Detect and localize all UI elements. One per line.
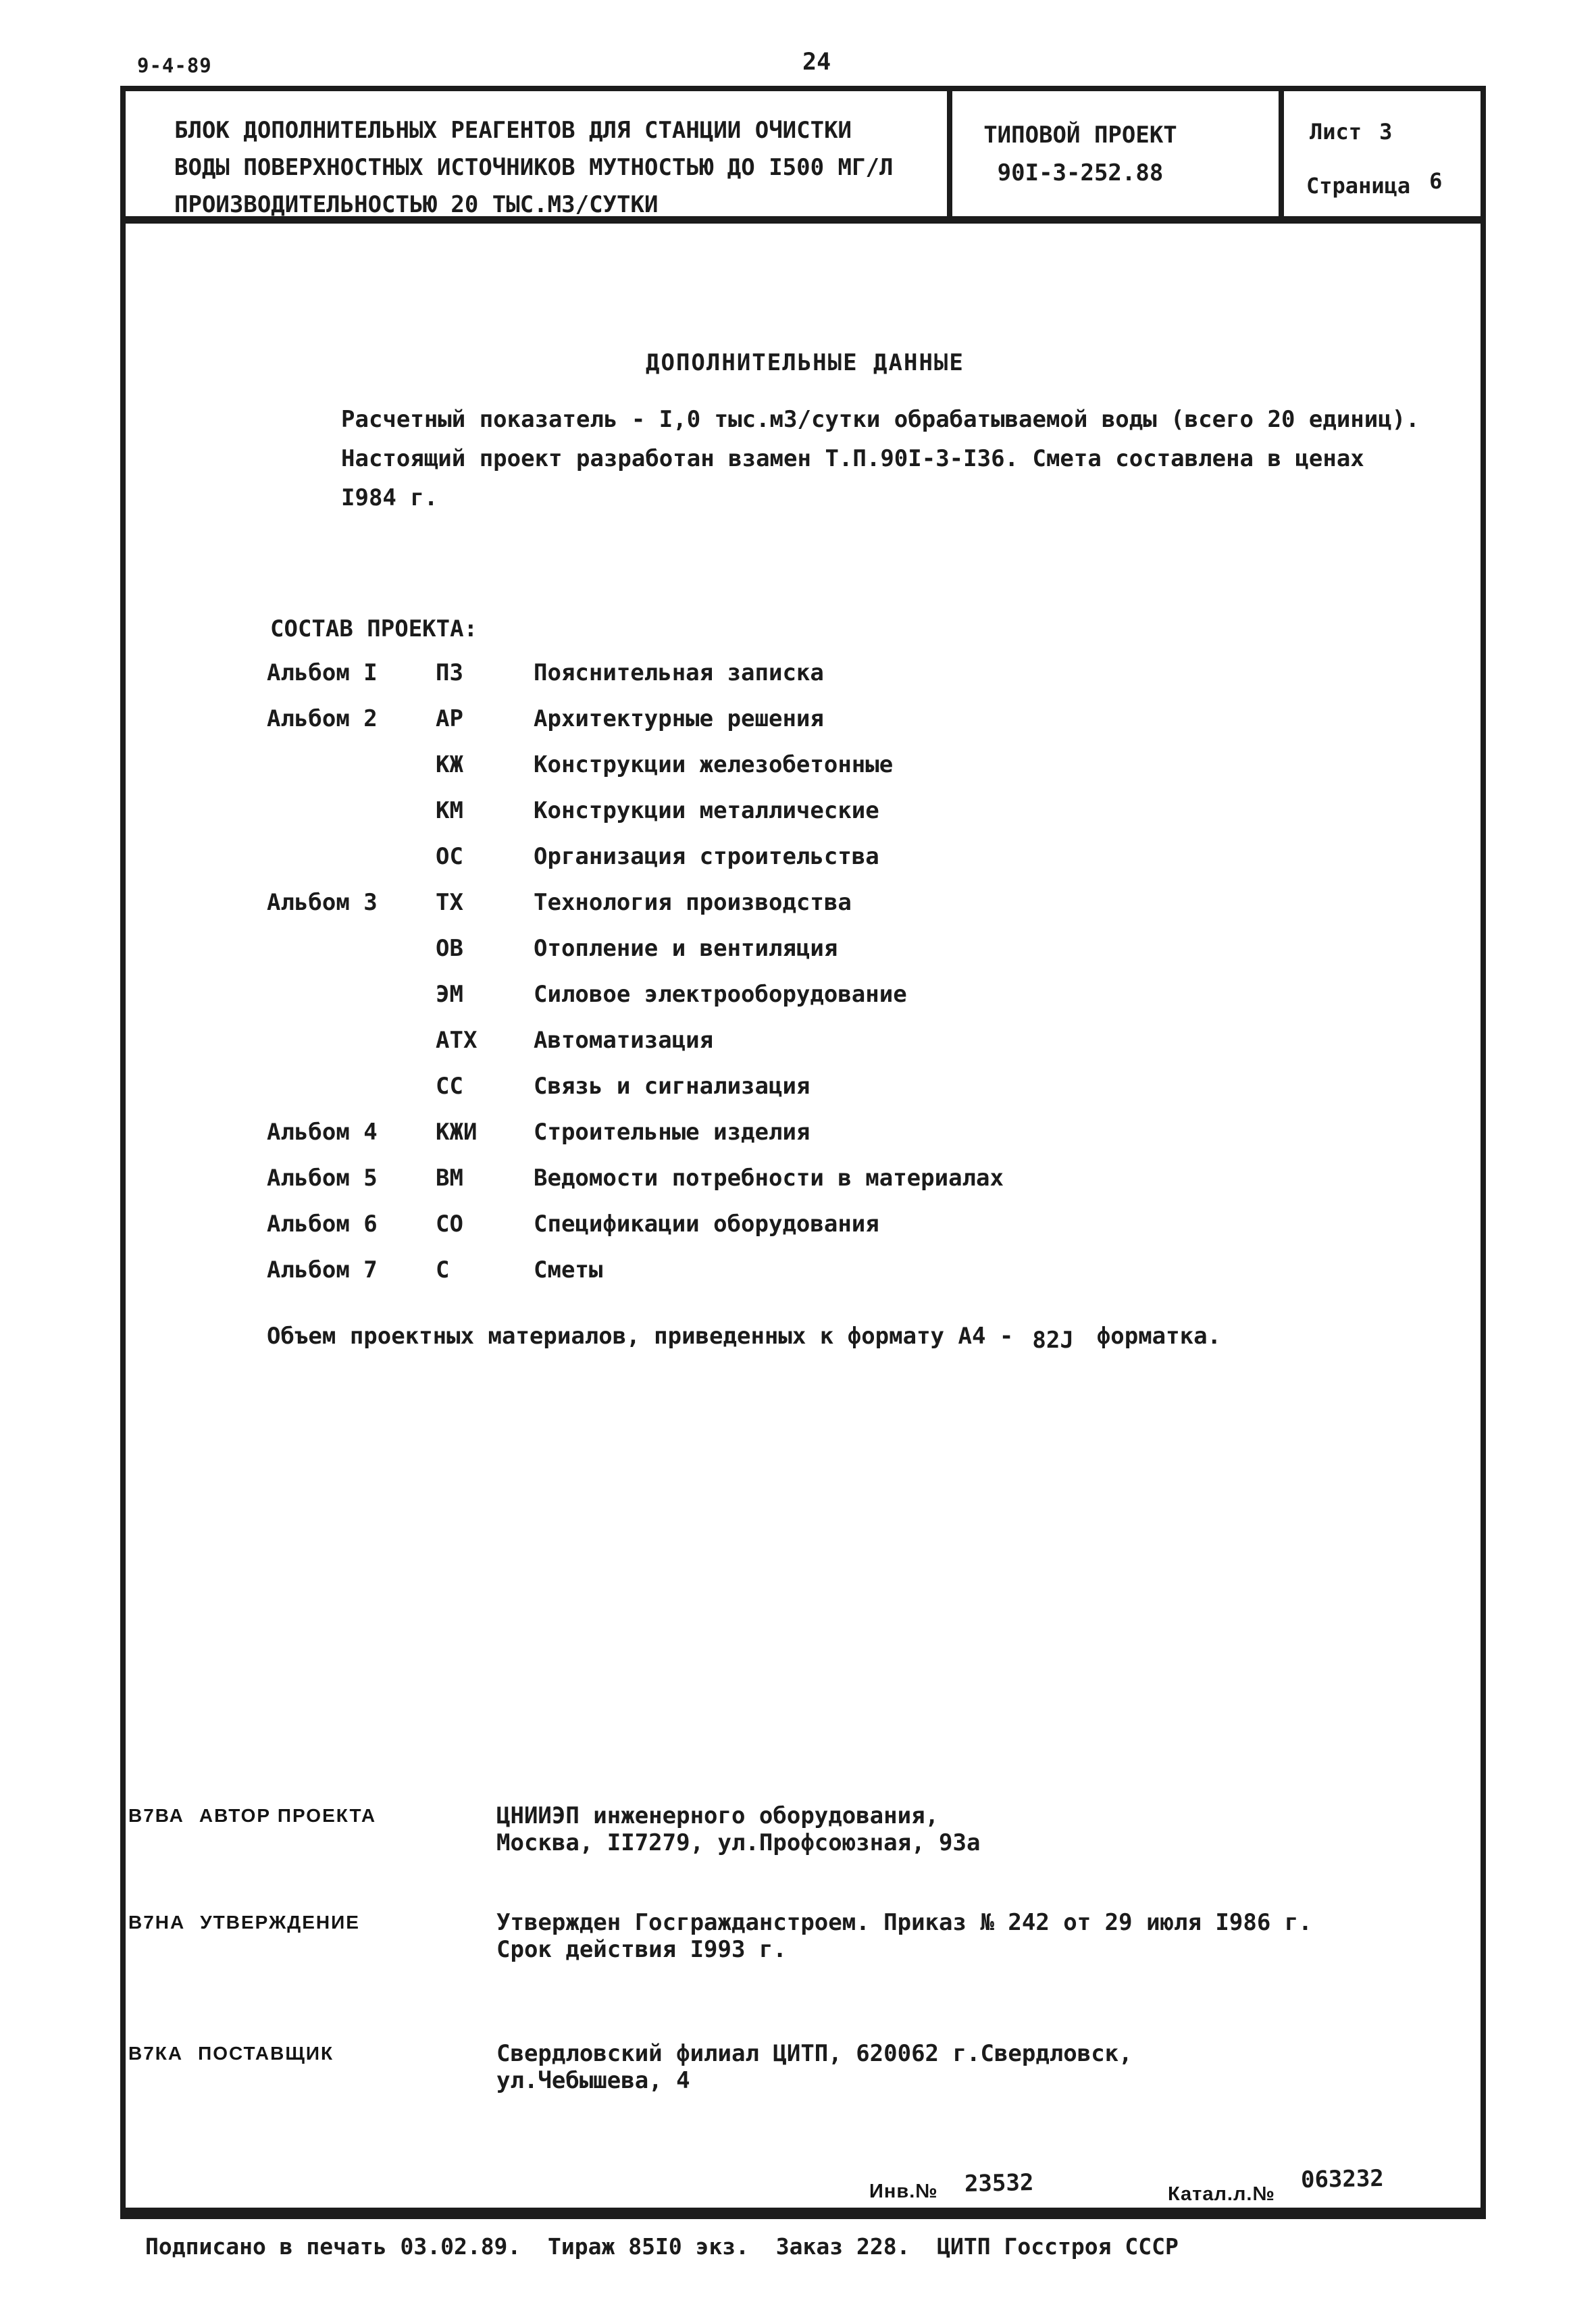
contents-title: Ведомости потребности в материалах [534,1165,1004,1192]
field-value-line: ул.Чебышева, 4 [496,2067,690,2094]
contents-title: Автоматизация [534,1027,714,1054]
field-value-line: Москва, II7279, ул.Профсоюзная, 93а [496,1829,981,1856]
contents-code: ОС [436,843,463,870]
contents-row [267,890,1212,936]
project-type-cell [916,116,1245,192]
contents-album: Альбом 4 [267,1119,378,1146]
contents-title: Связь и сигнализация [534,1073,810,1100]
contents-row [267,1120,1212,1166]
volume-note [267,1323,1222,1354]
contents-row [267,936,1212,982]
contents-row [267,1258,1212,1304]
field-label-supplier [128,2043,334,2064]
contents-code: ТХ [436,889,463,916]
contents-title: Силовое электрооборудование [534,981,907,1008]
catalog-number-value: 063232 [1300,2164,1385,2194]
additional-data-paragraph [341,400,1420,517]
contents-row [267,1074,1212,1120]
contents-code: ПЗ [436,659,463,686]
project-contents-heading: СОСТАВ ПРОЕКТА: [270,615,478,642]
contents-code: СС [436,1073,463,1100]
inventory-number-value: 23532 [964,2169,1034,2197]
contents-code: КЖИ [436,1119,478,1146]
inventory-number-label: Инв.№ [869,2181,938,2202]
paragraph-line: Расчетный показатель - I,0 тыс.м3/сутки обрабатываемой воды (всего 20 единиц). [341,406,1420,433]
field-value-line: Свердловский филиал ЦИТП, 620062 г.Свердловск, [496,2040,1133,2067]
page-label: Страница [1306,173,1411,199]
contents-title: Конструкции металлические [534,797,879,824]
field-code: В7ВА [128,1805,184,1826]
contents-code: ЭМ [436,981,463,1008]
page-value: 6 [1429,168,1443,194]
field-code: В7НА [128,1912,186,1933]
contents-album: Альбом 3 [267,889,378,916]
contents-code: ОВ [436,935,463,962]
sheet-label: Лист [1310,119,1362,145]
field-value-author [496,1802,980,1856]
project-number: 90I-3-252.88 [997,159,1164,186]
field-title: УТВЕРЖДЕНИЕ [200,1912,360,1933]
contents-album: Альбом 5 [267,1165,378,1192]
contents-title: Отопление и вентиляция [534,935,838,962]
volume-note-prefix: Объем проектных материалов, приведенных к формату А4 - [267,1323,1014,1350]
contents-row [267,1028,1212,1074]
volume-note-suffix: форматка. [1096,1323,1222,1350]
sheet-info [1310,119,1392,145]
contents-album: Альбом 2 [267,705,378,732]
contents-row [267,753,1212,798]
contents-row [267,1166,1212,1212]
field-title: АВТОР ПРОЕКТА [199,1805,377,1826]
field-value-supplier [496,2040,1133,2094]
contents-code: ВМ [436,1165,463,1192]
contents-title: Организация строительства [534,843,879,870]
contents-code: АР [436,705,463,732]
contents-title: Спецификации оборудования [534,1211,879,1238]
contents-title: Архитектурные решения [534,705,824,732]
contents-album: Альбом I [267,659,378,686]
project-contents-rows [267,661,1212,1304]
additional-data-heading: ДОПОЛНИТЕЛЬНЫЕ ДАННЫЕ [646,349,964,376]
field-label-author [128,1805,376,1827]
contents-row [267,1212,1212,1258]
volume-note-value: 82J [1032,1327,1074,1354]
contents-code: С [436,1256,450,1283]
page-number: 24 [802,49,831,76]
doc-code: 9-4-89 [137,54,212,77]
field-label-approval [128,1912,360,1933]
field-value-line: Утвержден Госгражданстроем. Приказ № 242 от 29 июля I986 г. [496,1909,1312,1936]
field-value-line: ЦНИИЭП инженерного оборудования, [496,1802,939,1829]
object-title-line: ВОДЫ ПОВЕРХНОСТНЫХ ИСТОЧНИКОВ МУТНОСТЬЮ ДО I500 МГ/Л [174,154,894,181]
contents-row [267,798,1212,844]
contents-code: КЖ [436,751,463,778]
contents-code: АТХ [436,1027,478,1054]
contents-code: КМ [436,797,463,824]
contents-album: Альбом 6 [267,1211,378,1238]
contents-row [267,661,1212,707]
contents-title: Сметы [534,1256,603,1283]
object-title [174,112,893,224]
project-type-label: ТИПОВОЙ ПРОЕКТ [983,122,1177,149]
catalog-number-label: Катал.л.№ [1168,2183,1275,2205]
field-title: ПОСТАВЩИК [198,2043,334,2064]
field-value-approval [496,1909,1312,1963]
contents-title: Строительные изделия [534,1119,810,1146]
contents-title: Технология производства [534,889,852,916]
sheet-value: 3 [1379,119,1393,145]
header-divider-2 [1279,86,1284,224]
contents-row [267,707,1212,753]
contents-album: Альбом 7 [267,1256,378,1283]
object-title-line: ПРОИЗВОДИТЕЛЬНОСТЬЮ 20 ТЫС.М3/СУТКИ [174,191,659,218]
imprint-line: Подписано в печать 03.02.89. Тираж 85I0 экз. Заказ 228. ЦИТП Госстроя СССР [145,2233,1179,2260]
field-code: В7КА [128,2043,184,2064]
frame-bottom-rule [123,2208,1483,2217]
contents-title: Конструкции железобетонные [534,751,894,778]
field-value-line: Срок действия I993 г. [496,1936,787,1963]
object-title-line: БЛОК ДОПОЛНИТЕЛЬНЫХ РЕАГЕНТОВ ДЛЯ СТАНЦИИ ОЧИСТКИ [174,117,852,144]
contents-row [267,844,1212,890]
paragraph-line: I984 г. [341,484,438,511]
contents-code: СО [436,1211,463,1238]
contents-title: Пояснительная записка [534,659,824,686]
page-info [1306,168,1443,199]
paragraph-line: Настоящий проект разработан взамен Т.П.90I-3-I36. Смета составлена в ценах [341,445,1364,472]
contents-row [267,982,1212,1028]
